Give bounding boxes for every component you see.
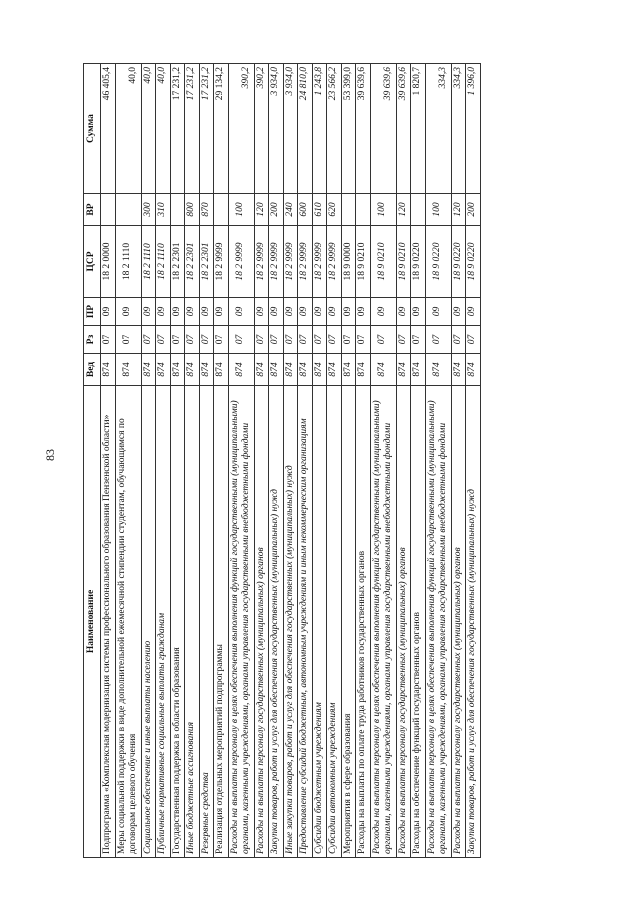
cell-ved: 874 [356, 354, 371, 386]
cell-name: Мероприятия в сфере образования [341, 386, 356, 858]
cell-name: Резервные средства [199, 386, 214, 858]
table-row [199, 64, 214, 858]
table-row [214, 64, 229, 858]
cell-rz: 07 [254, 326, 269, 354]
cell-csr: 18 2 9999 [214, 226, 229, 298]
cell-ved: 874 [156, 354, 171, 386]
cell-pr: 09 [115, 298, 141, 326]
cell-csr: 18 9 0210 [396, 226, 411, 298]
cell-pr: 09 [228, 298, 254, 326]
cell-csr: 18 9 0210 [370, 226, 396, 298]
cell-name: Подпрограмма «Комплексная модернизация системы профессионального образования Пензенской области» [101, 386, 116, 858]
cell-rz: 07 [298, 326, 313, 354]
cell-name: Субсидии бюджетным учреждениям [312, 386, 327, 858]
cell-rz: 07 [327, 326, 342, 354]
cell-sum: 17 231,2 [170, 64, 185, 194]
table-row [312, 64, 327, 858]
cell-csr: 18 2 9999 [312, 226, 327, 298]
header-rz: Рз [84, 326, 101, 354]
header-vr: ВР [84, 194, 101, 226]
cell-vr: 120 [451, 194, 466, 226]
cell-sum: 46 405,4 [101, 64, 116, 194]
cell-csr: 18 2 2301 [170, 226, 185, 298]
cell-vr: 120 [254, 194, 269, 226]
cell-pr: 09 [199, 298, 214, 326]
cell-rz: 07 [199, 326, 214, 354]
header-ved: Вед [84, 354, 101, 386]
table-header-row [84, 64, 101, 858]
cell-sum: 29 134,2 [214, 64, 229, 194]
table-row [141, 64, 156, 858]
table-row [341, 64, 356, 858]
cell-sum: 334,3 [451, 64, 466, 194]
cell-vr: 600 [298, 194, 313, 226]
cell-csr: 18 2 9999 [327, 226, 342, 298]
cell-rz: 07 [466, 326, 481, 354]
table-row [269, 64, 284, 858]
cell-pr: 09 [254, 298, 269, 326]
cell-vr: 800 [185, 194, 200, 226]
cell-sum: 39 639,6 [396, 64, 411, 194]
cell-ved: 874 [269, 354, 284, 386]
cell-pr: 09 [451, 298, 466, 326]
cell-name: Расходы на выплаты персоналу государственных (муниципальных) органов [254, 386, 269, 858]
cell-name: Закупка товаров, работ и услуг для обеспечения государственных (муниципальных) нужд [269, 386, 284, 858]
cell-sum: 53 399,0 [341, 64, 356, 194]
cell-sum: 390,2 [254, 64, 269, 194]
table-row [396, 64, 411, 858]
cell-name: Реализация отдельных мероприятий подпрограммы [214, 386, 229, 858]
cell-vr: 870 [199, 194, 214, 226]
cell-pr: 09 [356, 298, 371, 326]
cell-ved: 874 [141, 354, 156, 386]
cell-vr [101, 194, 116, 226]
cell-pr: 09 [141, 298, 156, 326]
cell-vr: 200 [269, 194, 284, 226]
cell-ved: 874 [466, 354, 481, 386]
cell-name: Иные закупки товаров, работ и услуг для обеспечения государственных (муниципальных) нужд [283, 386, 298, 858]
cell-sum: 3 934,0 [283, 64, 298, 194]
table-row [327, 64, 342, 858]
cell-sum: 334,3 [425, 64, 451, 194]
cell-name: Государственная поддержка в области образования [170, 386, 185, 858]
cell-rz: 07 [185, 326, 200, 354]
cell-ved: 874 [101, 354, 116, 386]
cell-rz: 07 [451, 326, 466, 354]
cell-csr: 18 2 9999 [228, 226, 254, 298]
cell-ved: 874 [283, 354, 298, 386]
cell-vr: 100 [425, 194, 451, 226]
cell-name: Иные бюджетные ассигнования [185, 386, 200, 858]
table-row [466, 64, 481, 858]
cell-csr: 18 9 0210 [356, 226, 371, 298]
cell-pr: 09 [425, 298, 451, 326]
cell-sum: 1 396,0 [466, 64, 481, 194]
header-csr: ЦСР [84, 226, 101, 298]
cell-rz: 07 [411, 326, 426, 354]
cell-name: Расходы на обеспечение функций государственных органов [411, 386, 426, 858]
cell-pr: 09 [327, 298, 342, 326]
table-row [101, 64, 116, 858]
cell-sum: 24 810,0 [298, 64, 313, 194]
cell-vr: 100 [228, 194, 254, 226]
cell-ved: 874 [185, 354, 200, 386]
table-row [185, 64, 200, 858]
cell-ved: 874 [396, 354, 411, 386]
cell-name: Расходы на выплаты персоналу государственных (муниципальных) органов [451, 386, 466, 858]
cell-pr: 09 [283, 298, 298, 326]
cell-rz: 07 [115, 326, 141, 354]
cell-name: Расходы на выплаты персоналу в целях обеспечения выполнения функций государственными (муниципальными) органами, казенными учреждениями, органами управления государственными внебюджетными фондами [425, 386, 451, 858]
cell-name: Расходы на выплаты персоналу в целях обеспечения выполнения функций государственными (муниципальными) органами, казенными учреждениями, органами управления государственными внебюджетными фондами [228, 386, 254, 858]
cell-csr: 18 2 9999 [298, 226, 313, 298]
cell-name: Расходы на выплаты по оплате труда работников государственных органов [356, 386, 371, 858]
cell-sum: 17 231,2 [185, 64, 200, 194]
cell-vr: 120 [396, 194, 411, 226]
cell-sum: 390,2 [228, 64, 254, 194]
cell-name: Субсидии автономным учреждениям [327, 386, 342, 858]
table-body [101, 64, 481, 858]
cell-pr: 09 [298, 298, 313, 326]
cell-ved: 874 [298, 354, 313, 386]
cell-vr: 620 [327, 194, 342, 226]
cell-csr: 18 9 0220 [425, 226, 451, 298]
table-row [370, 64, 396, 858]
cell-vr: 610 [312, 194, 327, 226]
cell-ved: 874 [214, 354, 229, 386]
cell-pr: 09 [185, 298, 200, 326]
cell-name: Публичные нормативные социальные выплаты гражданам [156, 386, 171, 858]
cell-ved: 874 [228, 354, 254, 386]
cell-pr: 09 [214, 298, 229, 326]
table-row [115, 64, 141, 858]
cell-csr: 18 9 0220 [451, 226, 466, 298]
cell-ved: 874 [254, 354, 269, 386]
cell-csr: 18 2 0000 [101, 226, 116, 298]
cell-ved: 874 [411, 354, 426, 386]
cell-vr [214, 194, 229, 226]
cell-ved: 874 [199, 354, 214, 386]
header-pr: ПР [84, 298, 101, 326]
cell-sum: 23 566,2 [327, 64, 342, 194]
cell-ved: 874 [115, 354, 141, 386]
table-row [411, 64, 426, 858]
cell-sum: 40,0 [115, 64, 141, 194]
cell-pr: 09 [101, 298, 116, 326]
cell-csr: 18 2 9999 [283, 226, 298, 298]
cell-sum: 3 934,0 [269, 64, 284, 194]
cell-vr: 310 [156, 194, 171, 226]
cell-pr: 09 [411, 298, 426, 326]
cell-rz: 07 [269, 326, 284, 354]
cell-vr [356, 194, 371, 226]
cell-csr: 18 9 0000 [341, 226, 356, 298]
cell-sum: 40,0 [156, 64, 171, 194]
page-number: 83 [43, 449, 57, 461]
cell-rz: 07 [214, 326, 229, 354]
cell-csr: 18 2 9999 [269, 226, 284, 298]
cell-csr: 18 2 2301 [199, 226, 214, 298]
cell-rz: 07 [228, 326, 254, 354]
cell-ved: 874 [327, 354, 342, 386]
cell-name: Расходы на выплаты персоналу государственных (муниципальных) органов [396, 386, 411, 858]
cell-csr: 18 9 0220 [411, 226, 426, 298]
table-row [451, 64, 466, 858]
cell-vr: 240 [283, 194, 298, 226]
cell-sum: 39 639,6 [356, 64, 371, 194]
cell-pr: 09 [341, 298, 356, 326]
cell-rz: 07 [370, 326, 396, 354]
cell-pr: 09 [396, 298, 411, 326]
table-row [254, 64, 269, 858]
table-row [170, 64, 185, 858]
rotated-page [83, 64, 581, 858]
budget-table [83, 63, 481, 858]
cell-name: Предоставление субсидий бюджетным, автономным учреждениям и иным некоммерческим организациям [298, 386, 313, 858]
cell-rz: 07 [141, 326, 156, 354]
cell-rz: 07 [312, 326, 327, 354]
cell-vr: 100 [370, 194, 396, 226]
table-row [356, 64, 371, 858]
cell-csr: 18 2 1110 [156, 226, 171, 298]
header-name: Наименование [84, 386, 101, 858]
table-row [298, 64, 313, 858]
cell-sum: 1 243,8 [312, 64, 327, 194]
cell-sum: 40,0 [141, 64, 156, 194]
cell-vr [411, 194, 426, 226]
cell-name: Расходы на выплаты персоналу в целях обеспечения выполнения функций государственными (муниципальными) органами, казенными учреждениями, органами управления государственными внебюджетными фондами [370, 386, 396, 858]
cell-rz: 07 [283, 326, 298, 354]
table-row [283, 64, 298, 858]
cell-name: Меры социальной поддержки в виде дополнительной ежемесячной стипендии студентам, обучающимся по договорам целевого обучения [115, 386, 141, 858]
cell-pr: 09 [269, 298, 284, 326]
cell-pr: 09 [156, 298, 171, 326]
cell-pr: 09 [170, 298, 185, 326]
cell-sum: 1 820,7 [411, 64, 426, 194]
cell-ved: 874 [170, 354, 185, 386]
cell-rz: 07 [170, 326, 185, 354]
cell-ved: 874 [312, 354, 327, 386]
cell-sum: 39 639,6 [370, 64, 396, 194]
cell-rz: 07 [356, 326, 371, 354]
cell-vr: 200 [466, 194, 481, 226]
cell-pr: 09 [370, 298, 396, 326]
cell-name: Социальное обеспечение и иные выплаты населению [141, 386, 156, 858]
cell-rz: 07 [101, 326, 116, 354]
cell-pr: 09 [312, 298, 327, 326]
cell-csr: 18 2 1110 [141, 226, 156, 298]
cell-sum: 17 231,2 [199, 64, 214, 194]
cell-csr: 18 2 1110 [115, 226, 141, 298]
cell-rz: 07 [341, 326, 356, 354]
cell-vr [170, 194, 185, 226]
cell-rz: 07 [396, 326, 411, 354]
cell-vr [115, 194, 141, 226]
cell-vr [341, 194, 356, 226]
table-row [156, 64, 171, 858]
cell-csr: 18 2 2301 [185, 226, 200, 298]
cell-csr: 18 2 9999 [254, 226, 269, 298]
cell-ved: 874 [425, 354, 451, 386]
cell-rz: 07 [425, 326, 451, 354]
table-row [425, 64, 451, 858]
cell-ved: 874 [341, 354, 356, 386]
cell-name: Закупка товаров, работ и услуг для обеспечения государственных (муниципальных) нужд [466, 386, 481, 858]
cell-csr: 18 9 0220 [466, 226, 481, 298]
cell-rz: 07 [156, 326, 171, 354]
cell-vr: 300 [141, 194, 156, 226]
table-row [228, 64, 254, 858]
cell-ved: 874 [451, 354, 466, 386]
cell-ved: 874 [370, 354, 396, 386]
header-sum: Сумма [84, 64, 101, 194]
cell-pr: 09 [466, 298, 481, 326]
